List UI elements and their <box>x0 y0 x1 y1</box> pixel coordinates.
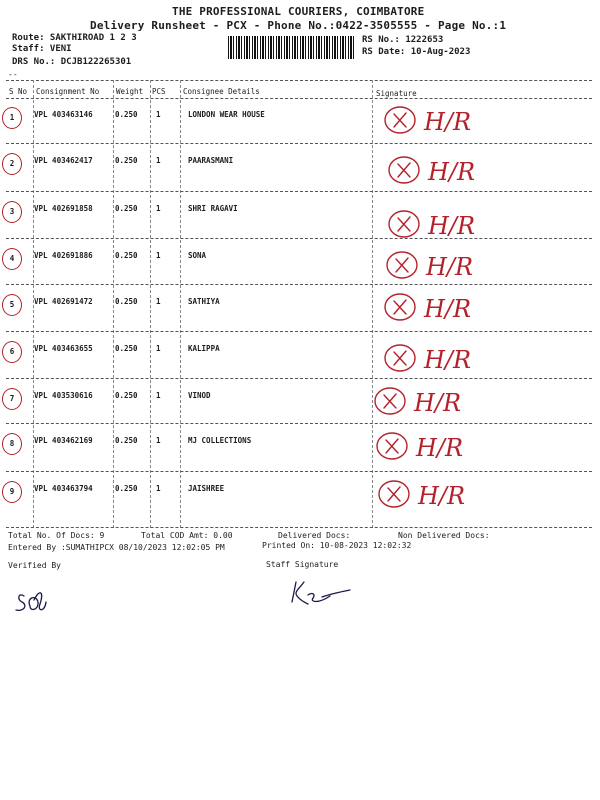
serial-number: 9 <box>2 481 22 503</box>
consignment-number: VPL 402691886 <box>34 251 93 260</box>
pcs-value: 1 <box>156 251 161 260</box>
pcs-value: 1 <box>156 110 161 119</box>
weight-value: 0.250 <box>115 436 138 445</box>
weight-value: 0.250 <box>115 484 138 493</box>
signature-text: H/R <box>418 482 466 510</box>
consignee-name: VINOD <box>188 391 211 400</box>
consignment-number: VPL 402691858 <box>34 204 93 213</box>
weight-value: 0.250 <box>115 297 138 306</box>
pcs-value: 1 <box>156 391 161 400</box>
consignment-number: VPL 403463146 <box>34 110 93 119</box>
verified-signature-scribble <box>16 593 46 611</box>
verified-by-label: Verified By <box>8 561 61 570</box>
signature-text: H/R <box>424 346 472 374</box>
drs-number: DRS No.: DCJB122265301 <box>12 57 132 67</box>
col-header-consignee: Consignee Details <box>183 87 260 96</box>
serial-number: 7 <box>2 388 22 410</box>
consignee-name: JAISHREE <box>188 484 225 493</box>
consignee-name: MJ COLLECTIONS <box>188 436 252 445</box>
col-header-pcs: PCS <box>152 87 166 96</box>
serial-number: 5 <box>2 294 22 316</box>
staff-signature-scribble <box>292 582 350 604</box>
consignment-number: VPL 402691472 <box>34 297 93 306</box>
consignment-number: VPL 403462417 <box>34 156 93 165</box>
consignee-name: PAARASMANI <box>188 156 234 165</box>
weight-value: 0.250 <box>115 344 138 353</box>
serial-number: 4 <box>2 248 22 270</box>
weight-value: 0.250 <box>115 110 138 119</box>
total-cod: Total COD Amt: 0.00 <box>141 531 233 540</box>
runsheet-title: Delivery Runsheet - PCX - Phone No.:0422-3505555 - Page No.:1 <box>90 19 507 32</box>
printed-on: Printed On: 10-08-2023 12:02:32 <box>262 541 412 550</box>
pcs-value: 1 <box>156 156 161 165</box>
serial-number: 1 <box>2 107 22 129</box>
col-header-weight: Weight <box>116 87 144 96</box>
signature-text: H/R <box>428 158 476 186</box>
consignee-name: SONA <box>188 251 207 260</box>
col-header-consignment: Consignment No <box>36 87 100 96</box>
signature-text: H/R <box>428 212 476 240</box>
weight-value: 0.250 <box>115 204 138 213</box>
staff-signature-label: Staff Signature <box>266 560 339 569</box>
pcs-value: 1 <box>156 344 161 353</box>
pcs-value: 1 <box>156 484 161 493</box>
serial-number: 6 <box>2 341 22 363</box>
delivered-docs: Delivered Docs: <box>278 531 351 540</box>
weight-value: 0.250 <box>115 391 138 400</box>
serial-number: 8 <box>2 433 22 455</box>
col-header-sno: S No <box>9 87 28 96</box>
marker-dashes: -- <box>8 70 18 79</box>
signature-text: H/R <box>414 389 462 417</box>
consignment-number: VPL 403463655 <box>34 344 93 353</box>
signature-text: H/R <box>426 253 474 281</box>
serial-number: 2 <box>2 153 22 175</box>
pcs-value: 1 <box>156 436 161 445</box>
consignee-name: LONDON WEAR HOUSE <box>188 110 265 119</box>
company-name: THE PROFESSIONAL COURIERS, COIMBATORE <box>172 5 425 18</box>
signature-text: H/R <box>424 108 472 136</box>
consignee-name: KALIPPA <box>188 344 220 353</box>
weight-value: 0.250 <box>115 156 138 165</box>
col-header-signature: Signature <box>376 89 417 98</box>
non-delivered-docs: Non Delivered Docs: <box>398 531 490 540</box>
consignment-number: VPL 403462169 <box>34 436 93 445</box>
total-docs: Total No. Of Docs: 9 <box>8 531 105 540</box>
signature-text: H/R <box>424 295 472 323</box>
consignment-number: VPL 403463794 <box>34 484 93 493</box>
staff-label: Staff: VENI <box>12 44 72 54</box>
signature-text: H/R <box>416 434 464 462</box>
consignment-number: VPL 403530616 <box>34 391 93 400</box>
weight-value: 0.250 <box>115 251 138 260</box>
pcs-value: 1 <box>156 297 161 306</box>
rs-date: RS Date: 10-Aug-2023 <box>362 47 471 57</box>
rs-number: RS No.: 1222653 <box>362 35 444 45</box>
route-label: Route: SAKTHIROAD 1 2 3 <box>12 33 137 43</box>
entered-by: Entered By :SUMATHIPCX 08/10/2023 12:02:05 PM <box>8 543 225 552</box>
consignee-name: SHRI RAGAVI <box>188 204 238 213</box>
pcs-value: 1 <box>156 204 161 213</box>
serial-number: 3 <box>2 201 22 223</box>
consignee-name: SATHIYA <box>188 297 220 306</box>
